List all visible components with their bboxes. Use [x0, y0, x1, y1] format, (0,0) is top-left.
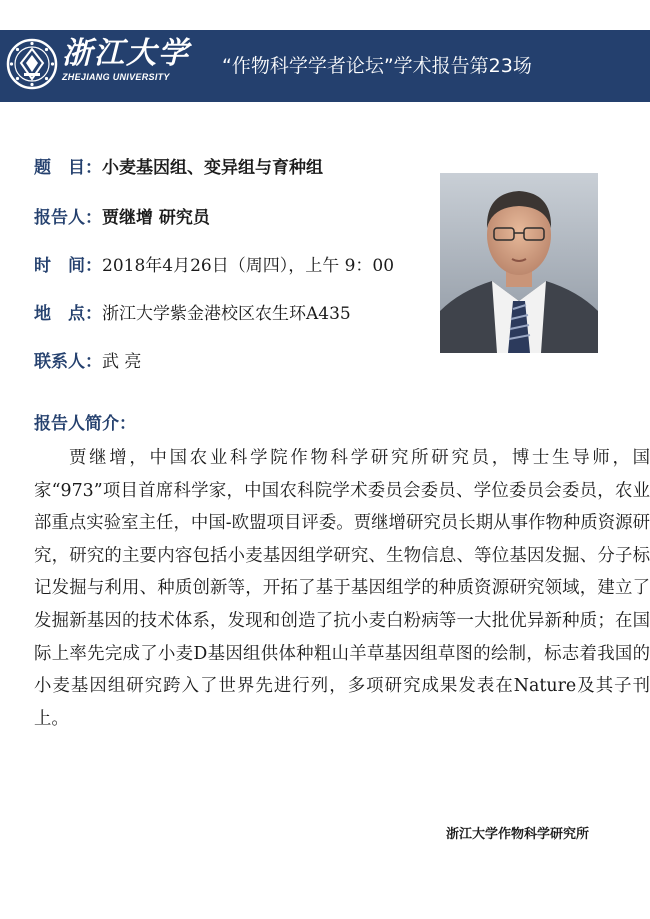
speaker-row — [34, 206, 210, 230]
speaker-value: 贾继增 研究员 — [102, 208, 210, 228]
bio-text: 贾继增，中国农业科学院作物科学研究所研究员，博士生导师，国家“973”项目首席科学家，中国农科院学术委员会委员、学位委员会委员，农业部重点实验室主任，中国-欧盟项目评委。贾继增研究员长期从事作物种质资源研究，研究的主要内容包括小麦基因组学研究、生物信息、等位基因发掘、分子标记发掘与利用、种质创新等，开拓了基于基因组学的种质资源研究领域，建立了发掘新基因的技术体系，发现和创造了抗小麦白粉病等一大批优异新种质；在国际上率先完成了小麦D基因组供体种粗山羊草基因组草图的绘制，标志着我国的小麦基因组研究跨入了世界先进行列，多项研究成果发表在Nature及其子刊上。 — [34, 448, 650, 729]
logo-english-name: ZHEJIANG UNIVERSITY — [62, 72, 170, 82]
footer-organization: 浙江大学作物科学研究所 — [446, 827, 590, 842]
logo-chinese-name: 浙江大学 — [62, 36, 190, 71]
time-label: 时 间： — [34, 256, 102, 276]
location-value: 浙江大学紫金港校区农生环A435 — [102, 304, 351, 324]
location-row — [34, 302, 351, 326]
speaker-portrait — [440, 173, 598, 353]
bio-heading: 报告人简介： — [34, 414, 136, 434]
topic-label: 题 目： — [34, 158, 102, 178]
time-row — [34, 254, 394, 278]
contact-value: 武 亮 — [102, 352, 142, 372]
contact-label: 联系人： — [34, 352, 102, 372]
header-banner — [0, 30, 650, 102]
topic-value: 小麦基因组、变异组与育种组 — [102, 158, 323, 178]
contact-row — [34, 350, 141, 374]
time-value: 2018年4月26日（周四），上午 9：00 — [102, 256, 395, 276]
location-label: 地 点： — [34, 304, 102, 324]
speaker-label: 报告人： — [34, 208, 102, 228]
header-title: “作物科学学者论坛”学术报告第23场 — [222, 55, 532, 77]
topic-row — [34, 156, 323, 180]
university-seal-icon — [6, 38, 58, 90]
